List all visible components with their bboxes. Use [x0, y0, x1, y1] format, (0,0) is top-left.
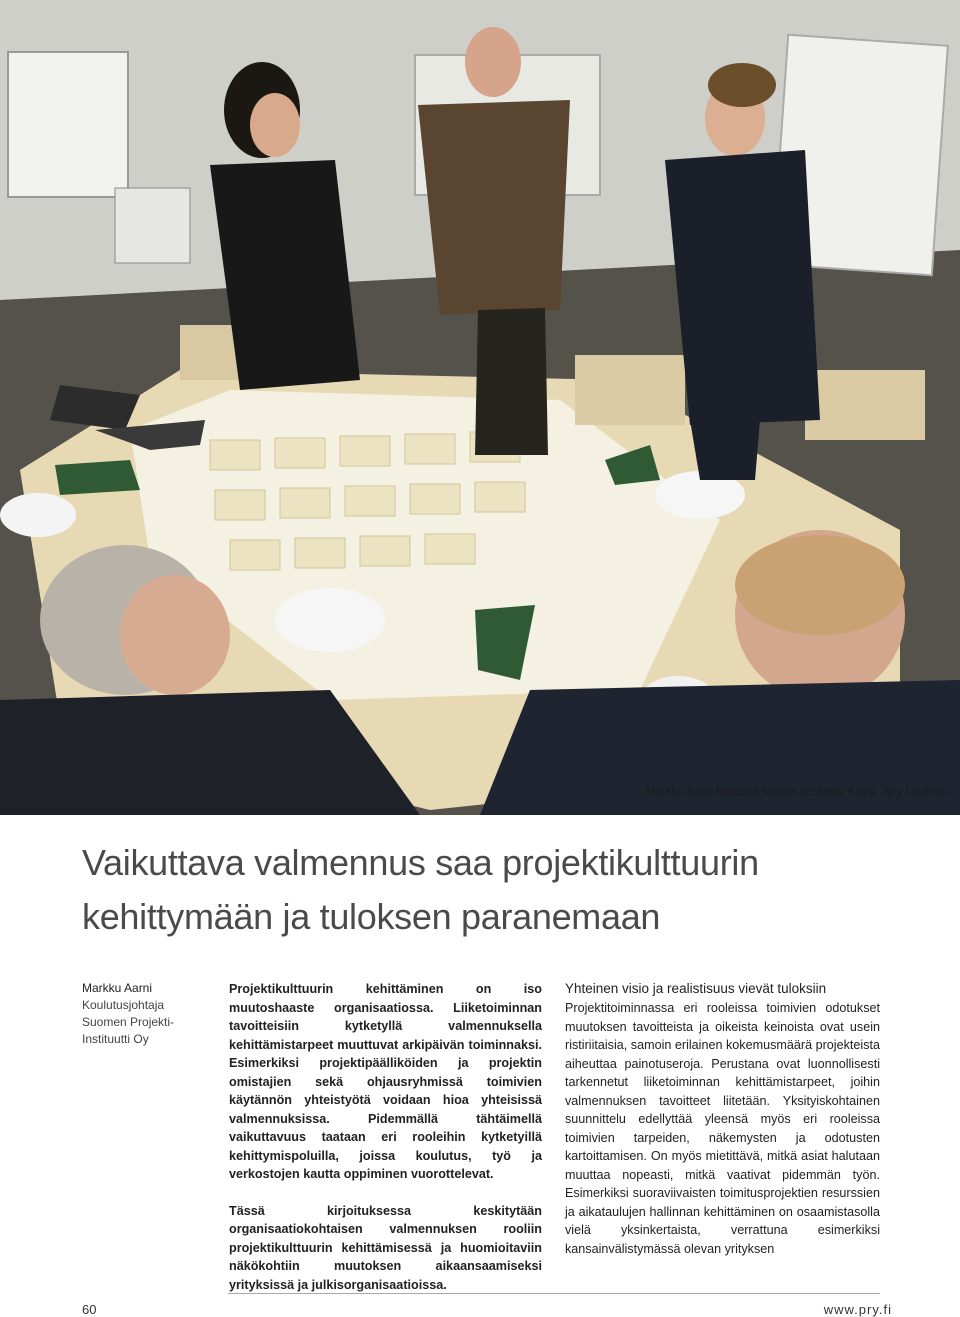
- body-paragraph: Projektitoiminnassa eri rooleissa toimivien odotukset muutoksen tavoitteista ja oikeista keinoista ovat usein ristiriitaisia, samoin erilainen kokemusmäärä projekteista aiheuttaa painotuseroja. Perustana ovat luonnollisesti tarkennetut liiketoiminnan kehittämistarpeet, joihin valmennuksen tavoitteet liitetään. Yksityiskohtainen suunnittelu edellyttää yleensä myös eri rooleissa toimivien tarpeiden, näkemysten ja odotusten kartoittamisen. On myös mietittävä, mitkä asiat halutaan muuttaa nopeasti, mitkä vaativat pidemmän työn. Esimerkiksi suoraviivaisten toimitusprojektien resurssien ja aikataulujen hallinnan kehittäminen on osaamistasolla vielä yksinkertaista, verrattuna esimerkiksi kansainvälistymässä olevan yrityksen: [565, 1001, 880, 1256]
- author-org-line-2: Instituutti Oy: [82, 1032, 149, 1046]
- author-title: Koulutusjohtaja: [82, 998, 165, 1012]
- article-column-right: [565, 980, 880, 1276]
- author-block: [82, 980, 212, 1048]
- section-subheading: Yhteinen visio ja realistisuus vievät tuloksiin: [565, 981, 827, 996]
- photo-caption: Markku Aarni kuvassa takana keskellä. Kuva: Jyry Louhisto.: [645, 784, 952, 798]
- footer-url: www.pry.fi: [823, 1302, 892, 1317]
- page-number: 60: [82, 1302, 97, 1317]
- author-name: Markku Aarni: [82, 981, 153, 995]
- article-headline: [82, 836, 942, 944]
- author-org-line-1: Suomen Projekti-: [82, 1015, 175, 1029]
- footer-divider: [228, 1293, 880, 1294]
- article-column-middle: [229, 980, 542, 1312]
- headline-line-2: kehittymään ja tuloksen paranemaan: [82, 896, 661, 937]
- intro-paragraph: Tässä kirjoituksessa keskitytään organisaatiokohtaisen valmennuksen rooliin projektikulttuurin kehittämisessä ja huomioitaviin näkökohtiin muutoksen aikaansaamiseksi yrityksissä ja julkisorganisaatioissa.: [229, 1203, 542, 1292]
- headline-line-1: Vaikuttava valmennus saa projektikulttuurin: [82, 842, 759, 883]
- lead-paragraph: Projektikulttuurin kehittäminen on iso muutoshaaste organisaatiossa. Liiketoiminnan tavoitteisiin kytketyllä valmennuksella kehittämistarpeet muuttuvat arkipäivän toiminnaksi. Esimerkiksi projektipäälliköiden ja projektin omistajien sekä ohjausryhmissä toimivien käytännön yhteistyötä voidaan hioa yhteisissä valmennuksissa. Pidemmällä tähtäimellä vaikuttavuus taataan eri rooleihin kytketyillä kehittymispoluilla, joissa koulutus, työ ja verkostojen kautta oppiminen vuorottelevat.: [229, 982, 542, 1181]
